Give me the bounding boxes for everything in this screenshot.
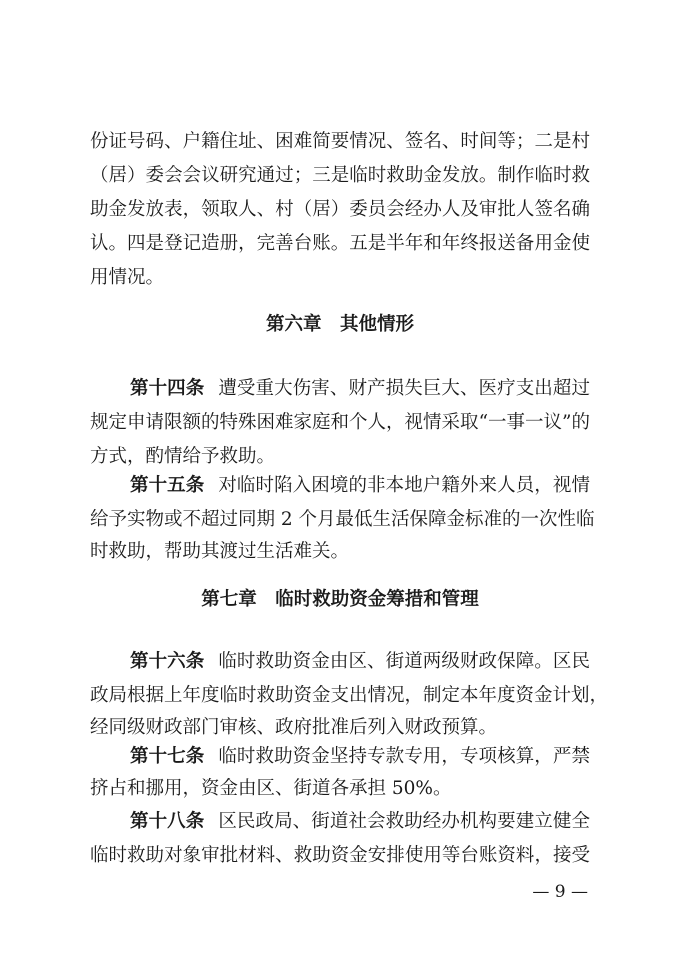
article-14-line bbox=[130, 377, 590, 401]
article-17-line bbox=[130, 745, 590, 769]
article-16-line bbox=[130, 650, 590, 674]
article-label: 第十五条 bbox=[130, 475, 205, 496]
chapter-heading: 第六章 其他情形 bbox=[265, 314, 414, 335]
article-text: 临时救助资金坚持专款专用，专项核算，严禁 bbox=[218, 746, 590, 767]
article-text: 临时救助资金由区、街道两级财政保障。区民 bbox=[218, 651, 590, 672]
article-label: 第十七条 bbox=[130, 746, 205, 767]
article-18-line bbox=[130, 810, 590, 834]
article-16-line: 政局根据上年度临时救助资金支出情况，制定本年度资金计划， bbox=[90, 685, 609, 706]
paragraph-line: （居）委会会议研究通过；三是临时救助金发放。制作临时救 bbox=[90, 165, 590, 186]
article-label: 第十四条 bbox=[130, 378, 205, 399]
article-14-line: 规定申请限额的特殊困难家庭和个人，视情采取“一事一议”的 bbox=[90, 412, 590, 433]
paragraph-line: 用情况。 bbox=[90, 267, 165, 288]
article-label: 第十八条 bbox=[130, 811, 205, 832]
article-15-line: 时救助，帮助其渡过生活难关。 bbox=[90, 541, 350, 562]
chapter-heading: 第七章 临时救助资金筹措和管理 bbox=[201, 589, 479, 610]
paragraph-line: 助金发放表，领取人、村（居）委员会经办人及审批人签名确 bbox=[90, 199, 590, 220]
article-15-line bbox=[130, 474, 590, 498]
article-17-line: 挤占和挪用，资金由区、街道各承担 50%。 bbox=[90, 778, 452, 799]
article-18-line: 临时救助对象审批材料、救助资金安排使用等台账资料，接受 bbox=[90, 845, 590, 866]
paragraph-line: 份证号码、户籍住址、困难简要情况、签名、时间等；二是村 bbox=[90, 131, 590, 152]
page-number: — 9 — bbox=[532, 882, 588, 902]
article-16-line: 经同级财政部门审核、政府批准后列入财政预算。 bbox=[90, 717, 498, 738]
article-text: 区民政局、街道社会救助经办机构要建立健全 bbox=[218, 811, 590, 832]
article-14-line: 方式，酌情给予救助。 bbox=[90, 446, 276, 467]
paragraph-line: 认。四是登记造册，完善台账。五是半年和年终报送备用金使 bbox=[90, 233, 590, 254]
article-text: 遭受重大伤害、财产损失巨大、医疗支出超过 bbox=[218, 378, 590, 399]
article-15-line: 给予实物或不超过同期 2 个月最低生活保障金标准的一次性临 bbox=[90, 509, 595, 530]
article-text: 对临时陷入困境的非本地户籍外来人员，视情 bbox=[218, 475, 590, 496]
article-label: 第十六条 bbox=[130, 651, 205, 672]
